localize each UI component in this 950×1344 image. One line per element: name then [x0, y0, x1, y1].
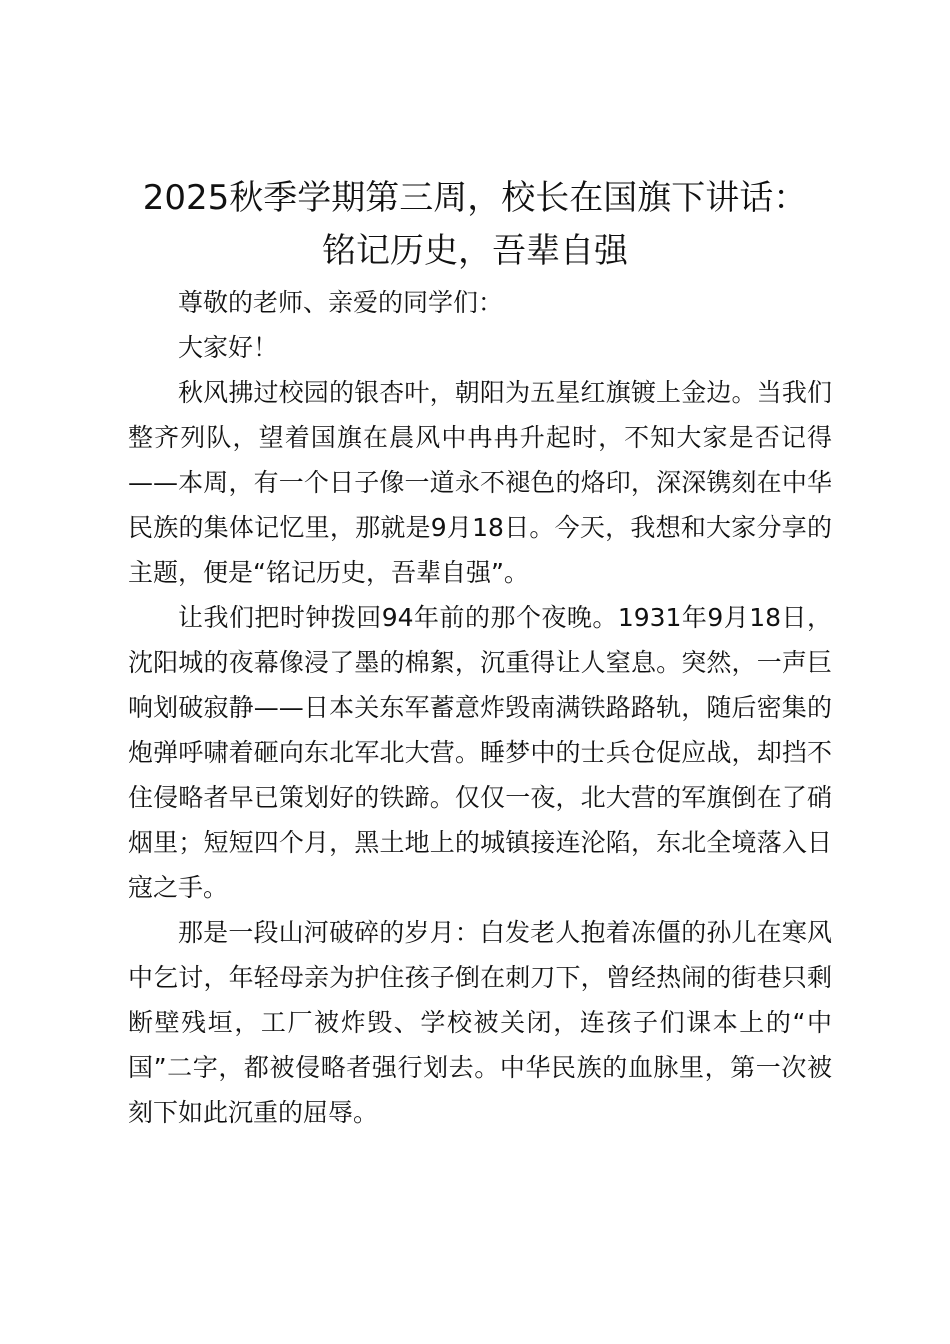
body-paragraph: 秋风拂过校园的银杏叶，朝阳为五星红旗镀上金边。当我们整齐列队，望着国旗在晨风中冉冉升起时，不知大家是否记得——本周，有一个日子像一道永不褪色的烙印，深深镌刻在中华民族的集体记忆里，那就是9月18日。今天，我想和大家分享的主题，便是“铭记历史，吾辈自强”。 — [128, 378, 832, 587]
body-paragraph: 让我们把时钟拨回94年前的那个夜晚。1931年9月18日，沈阳城的夜幕像浸了墨的棉絮，沉重得让人窒息。突然，一声巨响划破寂静——日本关东军蓄意炸毁南满铁路路轨，随后密集的炮弹呼啸着砸向东北军北大营。睡梦中的士兵仓促应战，却挡不住侵略者早已策划好的铁蹄。仅仅一夜，北大营的军旗倒在了硝烟里；短短四个月，黑土地上的城镇接连沦陷，东北全境落入日寇之手。 — [128, 603, 832, 902]
document-title — [100, 172, 850, 278]
title-line-2: 铭记历史，吾辈自强 — [322, 231, 628, 271]
title-line-1: 2025秋季学期第三周，校长在国旗下讲话： — [142, 178, 808, 218]
body-paragraph: 那是一段山河破碎的岁月：白发老人抱着冻僵的孙儿在寒风中乞讨，年轻母亲为护住孩子倒在刺刀下，曾经热闹的街巷只剩断壁残垣，工厂被炸毁、学校被关闭，连孩子们课本上的“中国”二字，都被侵略者强行划去。中华民族的血脉里，第一次被刻下如此沉重的屈辱。 — [128, 918, 832, 1127]
document-body — [128, 280, 832, 1135]
salutation: 尊敬的老师、亲爱的同学们： — [178, 288, 504, 317]
greeting: 大家好！ — [178, 333, 279, 362]
